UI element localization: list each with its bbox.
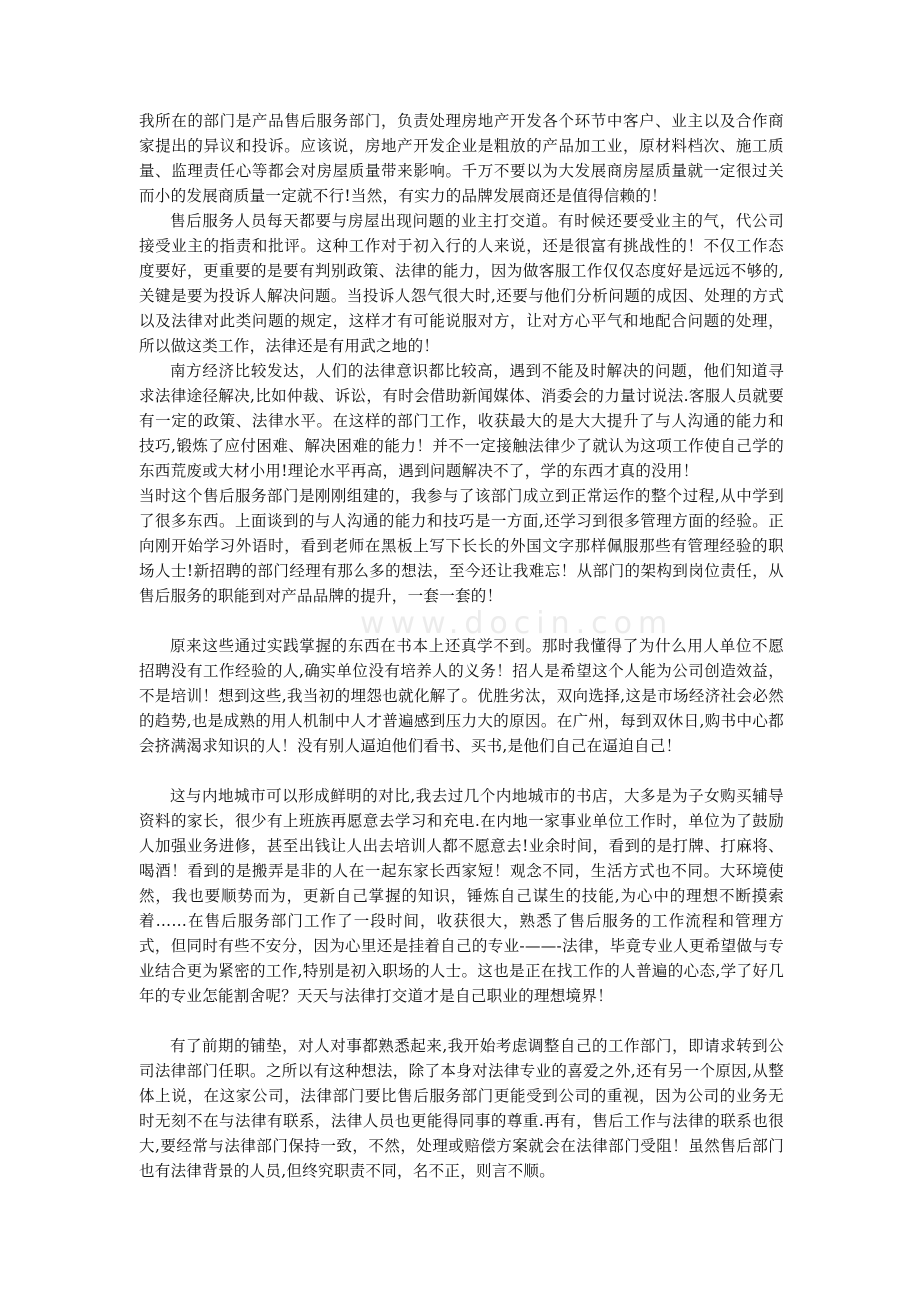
document-body [139,109,784,1184]
paragraph-1: 我所在的部门是产品售后服务部门，负责处理房地产开发各个环节中客户、业主以及合作商家提出的异议和投诉。应该说，房地产开发企业是粗放的产品加工业，原材料档次、施工质量、监理责任心等都会对房屋质量带来影响。千万不要以为大发展商房屋质量就一定很过关而小的发展商质量一定就不行!当然，有实力的品牌发展商还是值得信赖的！ [139,112,784,205]
paragraph-7: 有了前期的铺垫，对人对事都熟悉起来,我开始考虑调整自己的工作部门，即请求转到公司法律部门任职。之所以有这种想法，除了本身对法律专业的喜爱之外,还有另一个原因,从整体上说，在这家公司，法律部门要比售后服务部门更能受到公司的重视，因为公司的业务无时无刻不在与法律有联系，法律人员也更能得同事的尊重.再有，售后工作与法律的联系也很大,要经常与法律部门保持一致，不然，处理或赔偿方案就会在法律部门受阻！虽然售后部门也有法律背景的人员,但终究职责不同，名不正，则言不顺。 [139,1037,784,1180]
paragraph-6: 这与内地城市可以形成鲜明的对比,我去过几个内地城市的书店，大多是为子女购买辅导资料的家长，很少有上班族再愿意去学习和充电.在内地一家事业单位工作时，单位为了鼓励人加强业务进修，甚至出钱让人出去培训人都不愿意去!业余时间，看到的是打牌、打麻将、喝酒！看到的是搬弄是非的人在一起东家长西家短！观念不同，生活方式也不同。大环境使然，我也要顺势而为，更新自己掌握的知识，锤炼自己谋生的技能,为心中的理想不断摸索着……在售后服务部门工作了一段时间，收获很大，熟悉了售后服务的工作流程和管理方式，但同时有些不安分，因为心里还是挂着自己的专业-——-法律，毕竟专业人更希望做与专业结合更为紧密的工作,特别是初入职场的人士。这也是正在找工作的人普遍的心态,学了好几年的专业怎能割舍呢？天天与法律打交道才是自己职业的理想境界！ [139,787,784,1005]
paragraph-3: 南方经济比较发达，人们的法律意识都比较高，遇到不能及时解决的问题，他们知道寻求法律途径解决,比如仲裁、诉讼，有时会借助新闻媒体、消委会的力量讨说法.客服人员就要有一定的政策、法律水平。在这样的部门工作，收获最大的是大大提升了与人沟通的能力和技巧,锻炼了应付困难、解决困难的能力！并不一定接触法律少了就认为这项工作使自己学的东西荒废或大材小用!理论水平再高，遇到问题解决不了，学的东西才真的没用！ [139,362,784,480]
watermark: www.docin.com [360,606,674,641]
paragraph-4: 当时这个售后服务部门是刚刚组建的，我参与了该部门成立到正常运作的整个过程,从中学到了很多东西。上面谈到的与人沟通的能力和技巧是一方面,还学习到很多管理方面的经验。正向刚开始学习外语时，看到老师在黑板上写下长长的外国文字那样佩服那些有管理经验的职场人士!新招聘的部门经理有那么多的想法，至今还让我难忘！从部门的架构到岗位责任，从售后服务的职能到对产品品牌的提升，一套一套的！ [139,487,784,605]
paragraph-2: 售后服务人员每天都要与房屋出现问题的业主打交道。有时候还要受业主的气，代公司接受业主的指责和批评。这种工作对于初入行的人来说，还是很富有挑战性的！不仅工作态度要好，更重要的是要有判别政策、法律的能力，因为做客服工作仅仅态度好是远远不够的,关键是要为投诉人解决问题。当投诉人怨气很大时,还要与他们分析问题的成因、处理的方式以及法律对此类问题的规定，这样才有可能说服对方，让对方心平气和地配合问题的处理，所以做这类工作，法律还是有用武之地的！ [139,212,784,355]
paragraph-5: 原来这些通过实践掌握的东西在书本上还真学不到。那时我懂得了为什么用人单位不愿招聘没有工作经验的人,确实单位没有培养人的义务！招人是希望这个人能为公司创造效益，不是培训！想到这些,我当初的埋怨也就化解了。优胜劣汰，双向选择,这是市场经济社会必然的趋势,也是成熟的用人机制中人才普遍感到压力大的原因。在广州，每到双休日,购书中心都会挤满渴求知识的人！没有别人逼迫他们看书、买书,是他们自己在逼迫自己！ [139,637,784,755]
